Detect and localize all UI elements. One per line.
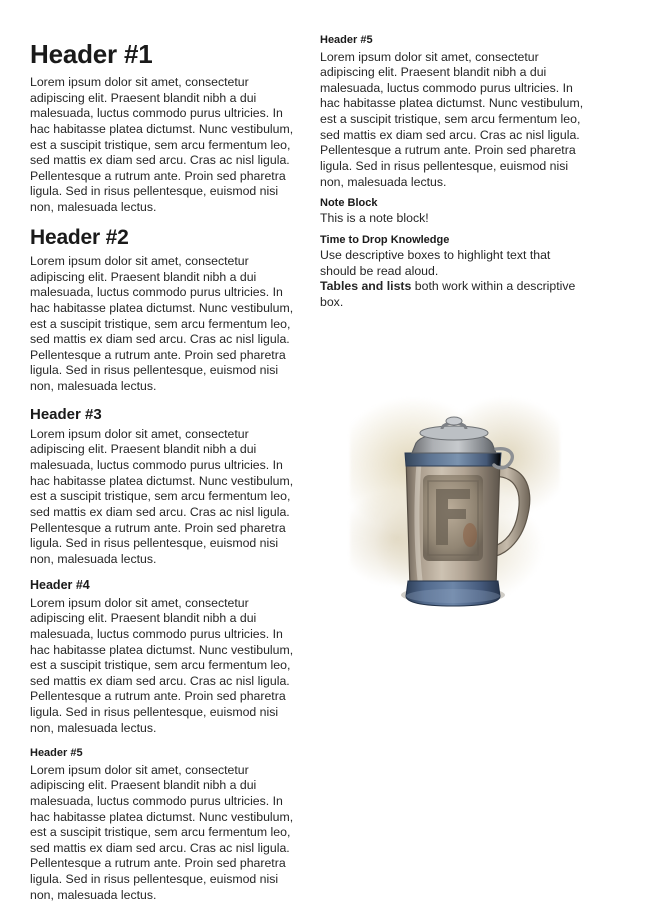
descriptive-box-footer: [320, 279, 588, 310]
right-body-paragraph: Lorem ipsum dolor sit amet, consectetur adipiscing elit. Praesent blandit nibh a dui malesuada, luctus commodo purus ultricies. In hac habitasse platea dictumst. Nunc vestibulum, est a suscipit tristique, sem arcu fermentum leo, sed mattis ex diam sed arcu. Cras ac nisl ligula. Pellentesque a rutrum ante. Proin sed pharetra ligula. Sed in risus pellentesque, euismod nisi non, malesuada lectus.: [320, 49, 584, 189]
body-paragraph-2: Lorem ipsum dolor sit amet, consectetur adipiscing elit. Praesent blandit nibh a dui malesuada, luctus commodo purus ultricies. In hac habitasse platea dictumst. Nunc vestibulum, est a suscipit tristique, sem arcu fermentum leo, sed mattis ex diam sed arcu. Cras ac nisl ligula. Pellentesque a rutrum ante. Proin sed pharetra ligula. Sed in risus pellentesque, euismod nisi non, malesuada lectus.: [30, 254, 294, 393]
right-column: [320, 34, 588, 649]
body-paragraph-3: Lorem ipsum dolor sit amet, consectetur adipiscing elit. Praesent blandit nibh a dui malesuada, luctus commodo purus ultricies. In hac habitasse platea dictumst. Nunc vestibulum, est a suscipit tristique, sem arcu fermentum leo, sed mattis ex diam sed arcu. Cras ac nisl ligula. Pellentesque a rutrum ante. Proin sed pharetra ligula. Sed in risus pellentesque, euismod nisi non, malesuada lectus.: [30, 426, 294, 566]
note-block-text: This is a note block!: [320, 211, 429, 226]
body-paragraph-1: Lorem ipsum dolor sit amet, consectetur adipiscing elit. Praesent blandit nibh a dui malesuada, luctus commodo purus ultricies. In hac habitasse platea dictumst. Nunc vestibulum, est a suscipit tristique, sem arcu fermentum leo, sed mattis ex diam sed arcu. Cras ac nisl ligula. Pellentesque a rutrum ante. Proin sed pharetra ligula. Sed in risus pellentesque, euismod nisi non, malesuada lectus.: [30, 75, 294, 214]
left-column: [30, 34, 298, 905]
note-block-title: Note Block: [320, 197, 378, 210]
descriptive-box-text: Use descriptive boxes to highlight text that should be read aloud.: [320, 248, 551, 278]
right-heading-5: Header #5: [320, 34, 373, 46]
heading-5: Header #5: [30, 747, 83, 760]
descriptive-box-footer-rest: both work within a descriptive box.: [320, 279, 576, 309]
body-paragraph-4: Lorem ipsum dolor sit amet, consectetur adipiscing elit. Praesent blandit nibh a dui malesuada, luctus commodo purus ultricies. In hac habitasse platea dictumst. Nunc vestibulum, est a suscipit tristique, sem arcu fermentum leo, sed mattis ex diam sed arcu. Cras ac nisl ligula. Pellentesque a rutrum ante. Proin sed pharetra ligula. Sed in risus pellentesque, euismod nisi non, malesuada lectus.: [30, 595, 294, 735]
beer-stein-icon: [320, 349, 588, 649]
heading-3: Header #3: [30, 405, 102, 423]
descriptive-box-footer-bold: Tables and lists: [320, 279, 412, 294]
beer-stein-illustration: [320, 349, 588, 649]
two-column-layout: [30, 34, 622, 905]
heading-2: Header #2: [30, 225, 129, 249]
heading-1: Header #1: [30, 39, 153, 69]
heading-4: Header #4: [30, 578, 90, 593]
descriptive-box-title: Time to Drop Knowledge: [320, 233, 450, 246]
body-paragraph-5: Lorem ipsum dolor sit amet, consectetur adipiscing elit. Praesent blandit nibh a dui malesuada, luctus commodo purus ultricies. In hac habitasse platea dictumst. Nunc vestibulum, est a suscipit tristique, sem arcu fermentum leo, sed mattis ex diam sed arcu. Cras ac nisl ligula. Pellentesque a rutrum ante. Proin sed pharetra ligula. Sed in risus pellentesque, euismod nisi non, malesuada lectus.: [30, 762, 294, 902]
